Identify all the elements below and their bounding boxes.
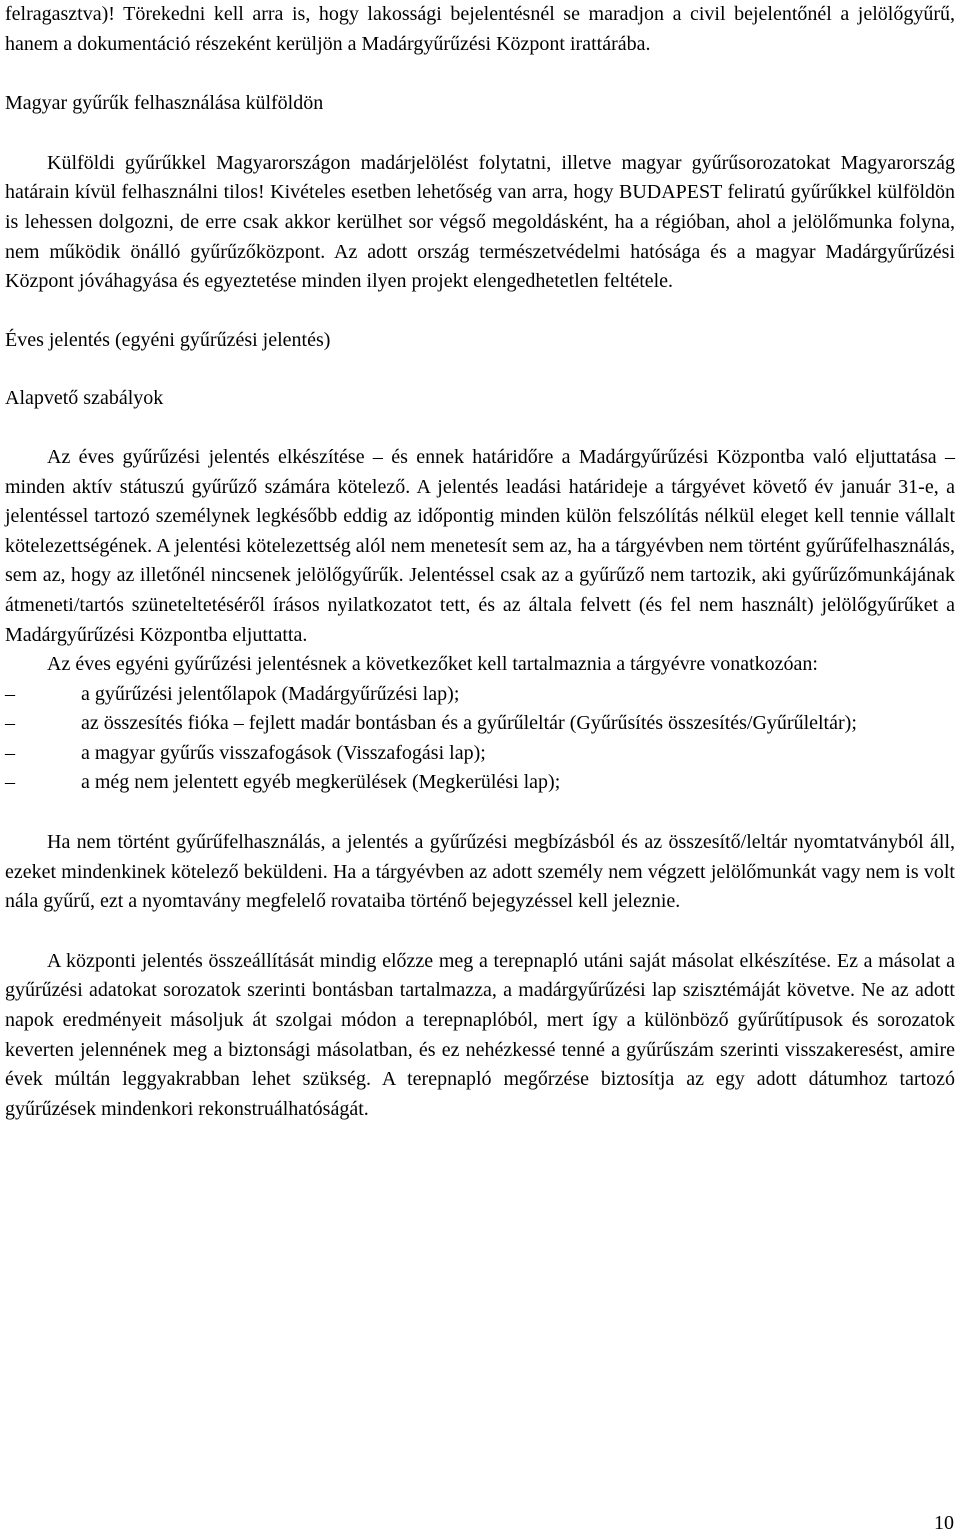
spacer (5, 798, 955, 828)
list-item-text: a még nem jelentett egyéb megkerülések (Megkerülési lap); (81, 771, 561, 794)
subsection-heading-basic-rules: Alapvető szabályok (5, 387, 164, 410)
paragraph-no-ring-use: Ha nem történt gyűrűfelhasználás, a jelentés a gyűrűzési megbízásból és az összesítő/leltár nyomtatványból áll, ezeket mindenkinek kötelező beküldeni. Ha a tárgyévben az adott személy nem végzett jelölőmunkát vagy nem is volt nála gyűrű, ezt a nyomtavány megfelelő rovataiba történő bejegyzéssel kell jeleznie. (5, 831, 955, 913)
report-contents-list (5, 680, 955, 798)
spacer (5, 119, 955, 149)
spacer (5, 414, 955, 443)
section-heading-annual-report: Éves jelentés (egyéni gyűrűzési jelentés) (5, 328, 331, 351)
section-heading-foreign-use: Magyar gyűrűk felhasználása külföldön (5, 92, 324, 115)
spacer (5, 297, 955, 326)
list-item-text: a magyar gyűrűs visszafogások (Visszafogási lap); (81, 741, 486, 764)
list-dash: – (5, 741, 15, 764)
paragraph-central-report: A központi jelentés összeállítását mindig előzze meg a terepnapló utáni saját másolat elkészítése. Ez a másolat a gyűrűzési adatokat sorozatok szerinti bontásban tartalmazza, a madárgyűrűzési lap szisztémáját követve. Ne az adott napok eredményeit másoljuk át szolgai módon a terepnaplóból, mert így a különböző gyűrűtípusok és sorozatok keverten jelennének meg a biztonsági másolatban, és ez nehézkessé tenné a gyűrűszám szerinti visszakeresést, amire évek múltán leggyakrabban lehet szükség. A terepnapló megőrzése biztosítja az egy adott dátumhoz tartozó gyűrűzések mindenkori rekonstruálhatóságát. (5, 949, 955, 1120)
list-item (5, 680, 955, 710)
list-item (5, 768, 955, 798)
document-page (5, 0, 955, 1124)
list-item-text: az összesítés fióka – fejlett madár bontásban és a gyűrűleltár (Gyűrűsítés összesítés/Gyűrűleltár); (81, 712, 857, 735)
list-dash: – (5, 771, 15, 794)
spacer (5, 355, 955, 384)
paragraph-foreign-use: Külföldi gyűrűkkel Magyarországon madárjelölést folytatni, illetve magyar gyűrűsorozatokat Magyarország határain kívül felhasználni tilos! Kivételes esetben lehetőség van arra, hogy BUDAPEST feliratú gyűrűkkel külföldön is lehessen dolgozni, de erre csak akkor kerülhet sor végső megoldásként, ha a régióban, ahol a jelölőmunka folyna, nem működik önálló gyűrűzőközpont. Az adott ország természetvédelmi hatósága és a magyar Madárgyűrűzési Központ jóváhagyása és egyeztetése minden ilyen projekt elengedhetetlen feltétele. (5, 151, 955, 293)
page-number: 10 (934, 1512, 954, 1534)
paragraph-intro: felragasztva)! Törekedni kell arra is, hogy lakossági bejelentésnél se maradjon a civil bejelentőnél a jelölőgyűrű, hanem a dokumentáció részeként kerüljön a Madárgyűrűzési Központ irattárába. (5, 3, 955, 55)
list-item-text: a gyűrűzési jelentőlapok (Madárgyűrűzési lap); (81, 682, 460, 705)
spacer (5, 59, 955, 89)
spacer (5, 917, 955, 947)
list-item (5, 739, 955, 769)
paragraph-report-contents: Az éves egyéni gyűrűzési jelentésnek a következőket kell tartalmaznia a tárgyévre vonatkozóan: (47, 653, 818, 676)
list-dash: – (5, 682, 15, 705)
list-dash: – (5, 712, 15, 735)
list-item (5, 709, 955, 739)
paragraph-report-obligation: Az éves gyűrűzési jelentés elkészítése – és ennek határidőre a Madárgyűrűzési Központba való eljuttatása – minden aktív státuszú gyűrűző számára kötelező. A jelentés leadási határideje a tárgyévet követő év január 31-e, a jelentéssel tartozó személynek legkésőbb eddig az időpontig minden külön felszólítás nélkül eleget kell tennie vállalt kötelezettségének. A jelentési kötelezettség alól nem menetesít sem az, ha a tárgyévben nem történt gyűrűfelhasználás, sem az, hogy az illetőnél nincsenek jelölőgyűrűk. Jelentéssel csak az a gyűrűző nem tartozik, aki gyűrűzőmunkájának átmeneti/tartós szüneteltetéséről írásos nyilatkozatot tett, és az általa felvett (és fel nem használt) jelölőgyűrűket a Madárgyűrűzési Központba eljuttatta. (5, 445, 955, 646)
